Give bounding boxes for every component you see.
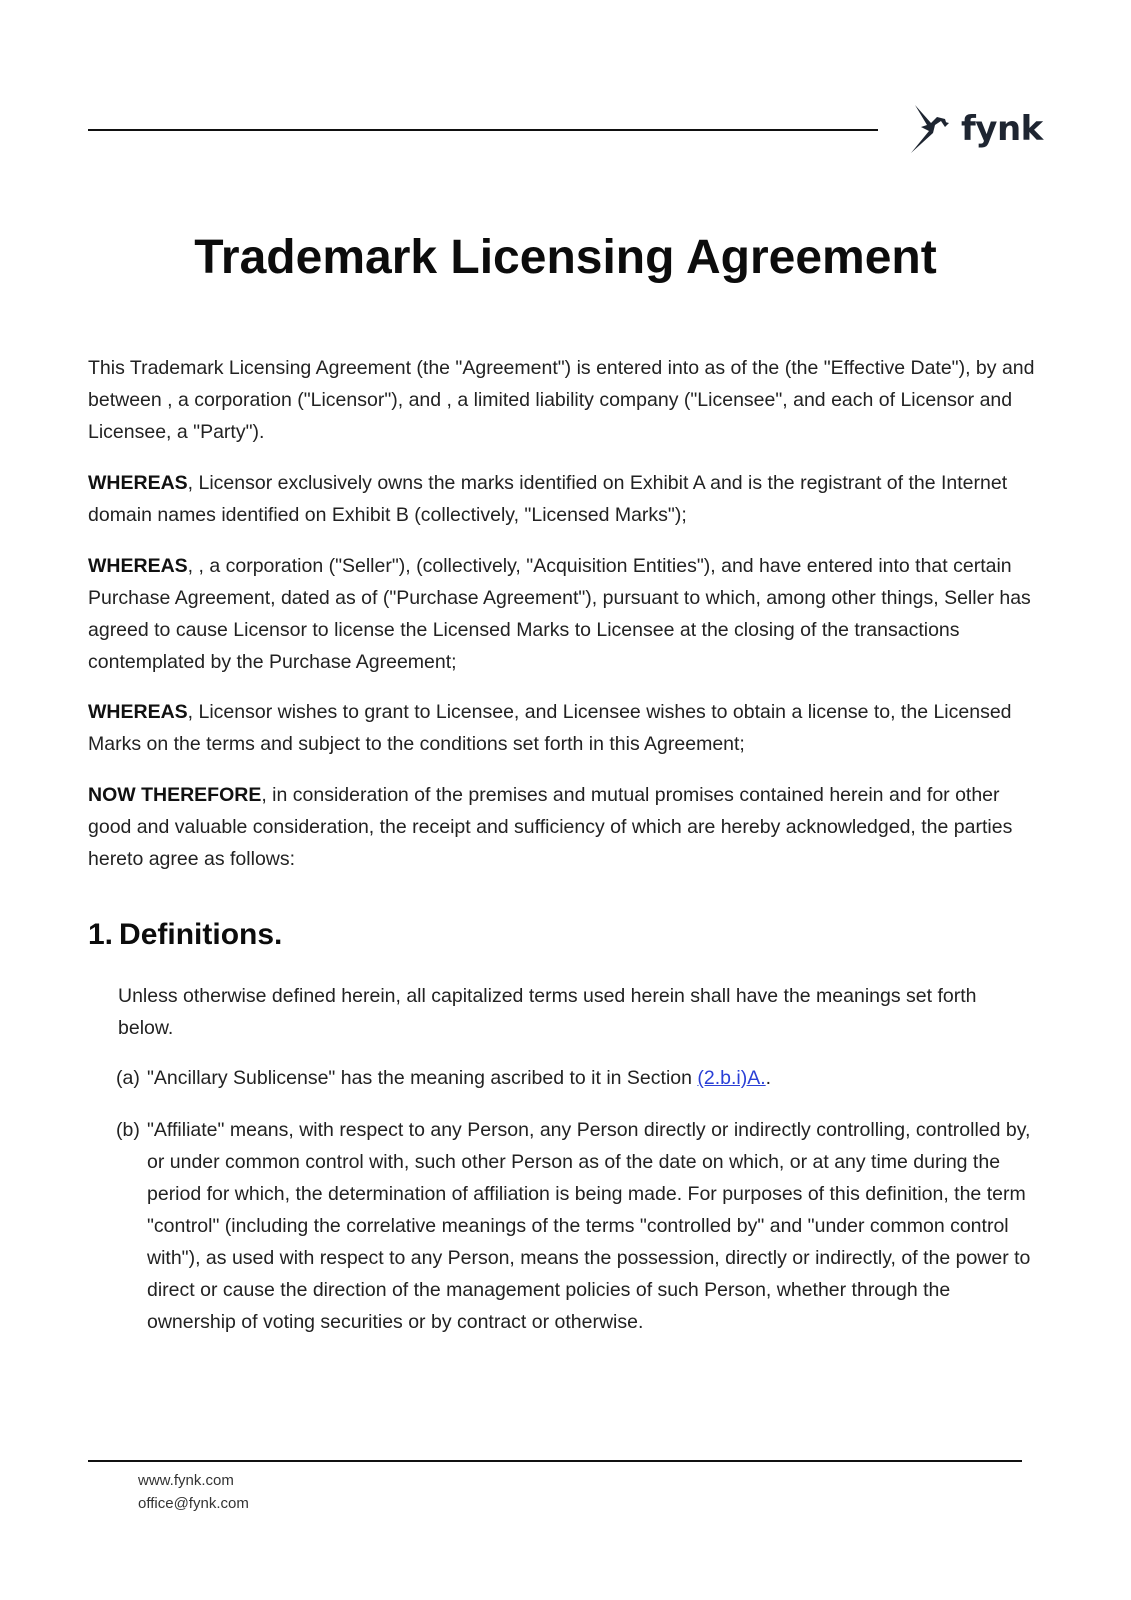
recital-paragraph [88,550,1038,678]
item-text: "Ancillary Sublicense" has the meaning ascribed to it in Section [147,1067,698,1089]
footer-website[interactable]: www.fynk.com [138,1472,234,1489]
item-marker: (b) [116,1119,140,1141]
item-content [147,1062,1031,1094]
definition-item [116,1062,1031,1094]
intro-paragraph: This Trademark Licensing Agreement (the "Agreement") is entered into as of the (the "Effective Date"), by and between , a corporation ("Licensor"), and , a limited liability company ("Licensee", and each of Licensor and Licensee, a "Party"). [88,357,1035,443]
document-title: Trademark Licensing Agreement [194,231,937,284]
recital-text: , Licensor exclusively owns the marks identified on Exhibit A and is the registrant of the Internet domain names identified on Exhibit B (collectively, "Licensed Marks"); [88,472,1008,526]
recital-lead: NOW THEREFORE [88,784,262,806]
recital-paragraph [88,696,1038,760]
section-heading [88,918,282,952]
section-number: 1. [88,918,114,951]
section-reference-link[interactable]: (2.b.i)A. [697,1067,766,1089]
footer-rule [88,1460,1022,1462]
recital-text: , in consideration of the premises and mutual promises contained herein and for other good and valuable consideration, the receipt and sufficiency of which are hereby acknowledged, the parties hereto agree as follows: [88,784,1013,870]
recital-lead: WHEREAS [88,555,188,577]
footer-email[interactable]: office@fynk.com [138,1495,249,1512]
header-rule [88,129,878,131]
item-text-end: . [765,1067,772,1089]
operative-paragraph [88,779,1038,875]
logo-wordmark: fynk [961,109,1043,149]
definition-item [116,1114,1031,1338]
item-marker: (a) [116,1067,140,1089]
recital-lead: WHEREAS [88,701,188,723]
section-title: Definitions. [119,918,283,951]
bird-icon [907,103,953,155]
recital-lead: WHEREAS [88,472,188,494]
definitions-intro: Unless otherwise defined herein, all capitalized terms used herein shall have the meanings set forth below. [118,985,977,1039]
recital-text: , , a corporation ("Seller"), (collectively, "Acquisition Entities"), and have entered into that certain Purchase Agreement, dated as of ("Purchase Agreement"), pursuant to which, among other things, Seller has agreed to cause Licensor to license the Licensed Marks to Licensee at the closing of the transactions contemplated by the Purchase Agreement; [88,555,1031,673]
recital-text: , Licensor wishes to grant to Licensee, and Licensee wishes to obtain a license to, the Licensed Marks on the terms and subject to the conditions set forth in this Agreement; [88,701,1012,755]
item-text: "Affiliate" means, with respect to any Person, any Person directly or indirectly controlling, controlled by, or under common control with, such other Person as of the date on which, or at any time during the period for which, the determination of affiliation is being made. For purposes of this definition, the term "control" (including the correlative meanings of the terms "controlled by" and "under common control with"), as used with respect to any Person, means the possession, directly or indirectly, of the power to direct or cause the direction of the management policies of such Person, whether through the ownership of voting securities or by contract or otherwise. [147,1119,1031,1333]
recital-paragraph [88,467,1038,531]
fynk-logo [907,103,1043,155]
